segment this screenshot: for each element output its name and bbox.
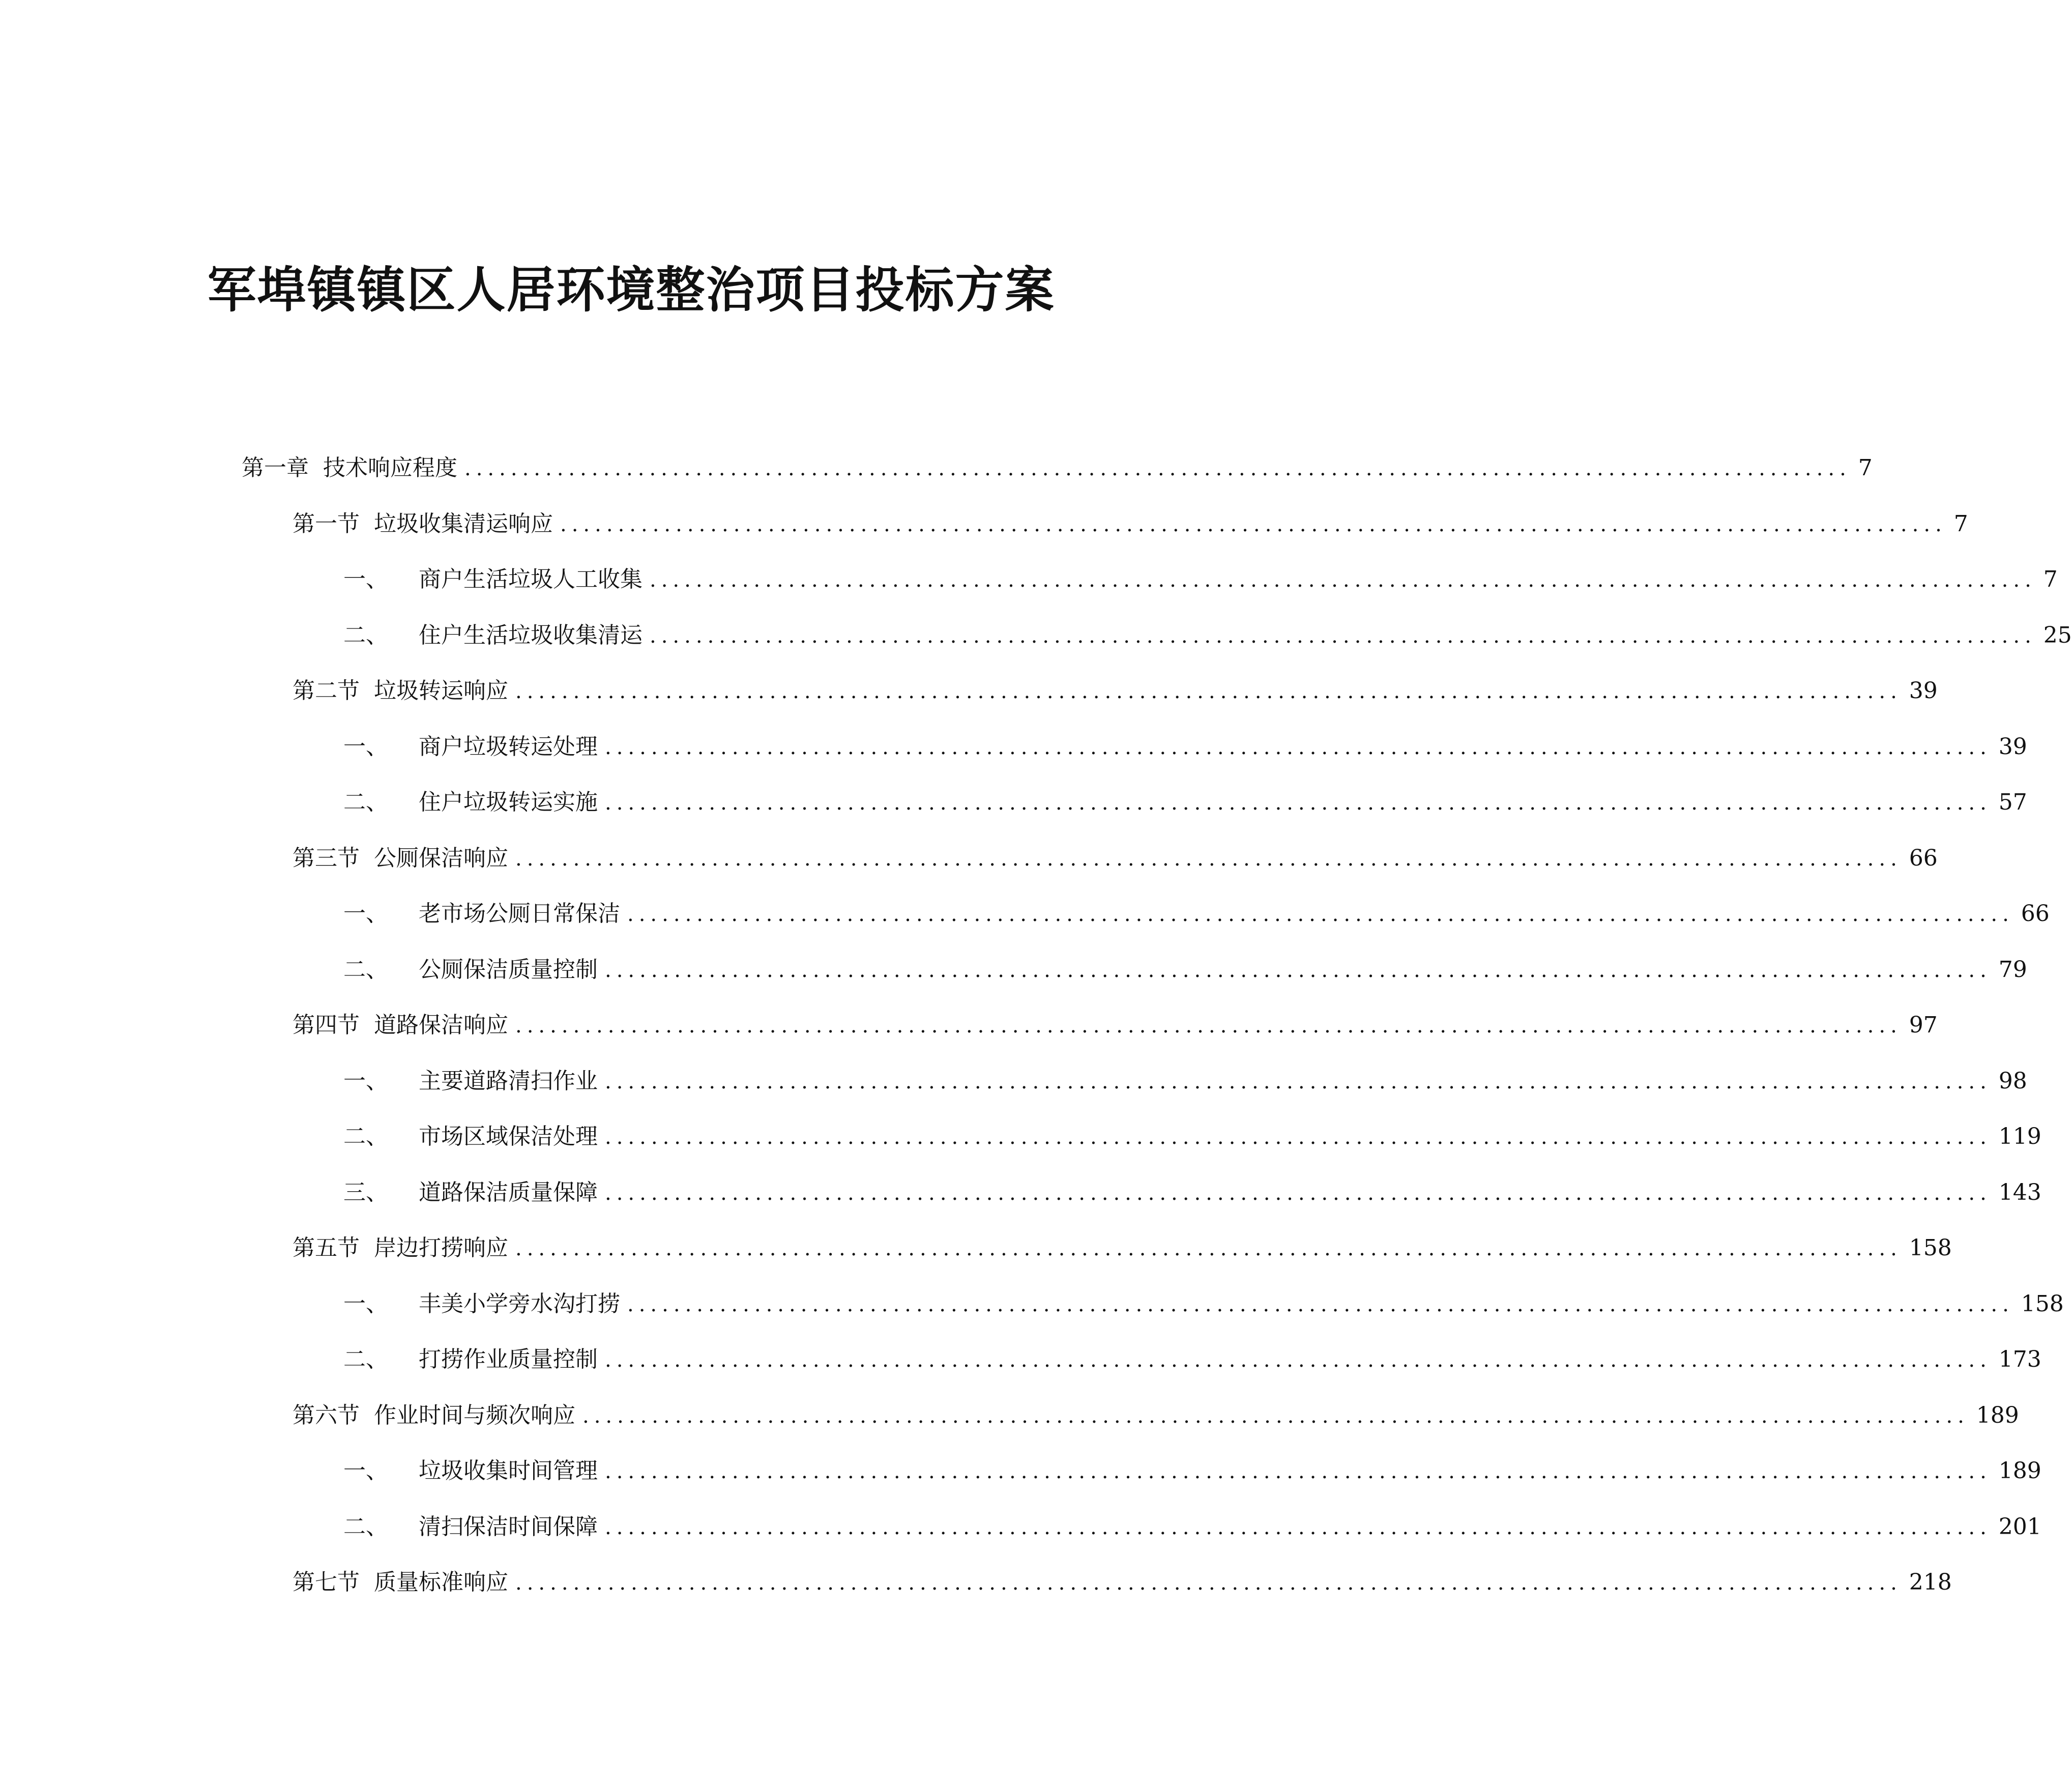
toc-entry-title: 公厕保洁响应 — [374, 845, 508, 871]
toc-entry-label — [343, 1339, 598, 1380]
toc-entry-page: 7 — [2043, 566, 2058, 592]
toc-dot-leader: ........................................................................................................................ — [605, 1181, 1992, 1205]
toc-entry-label — [293, 1005, 508, 1046]
toc-entry[interactable] — [343, 1451, 2041, 1491]
toc-entry-number: 第二节 — [293, 678, 360, 704]
toc-dot-leader: ........................................................................................................................ — [560, 512, 1947, 536]
toc-entry-number: 二、 — [343, 622, 388, 648]
toc-dot-leader: ........................................................................................................................ — [650, 624, 2036, 648]
toc-entry-title: 老市场公厕日常保洁 — [419, 901, 620, 927]
toc-dot-leader: ........................................................................................................................ — [627, 1292, 2014, 1316]
toc-dot-leader: ........................................................................................................................ — [515, 1237, 1902, 1260]
toc-entry[interactable] — [293, 1228, 1952, 1269]
toc-entry-page: 25 — [2043, 622, 2072, 648]
toc-entry-number: 第六节 — [293, 1402, 360, 1428]
toc-entry-number: 二、 — [343, 1513, 388, 1540]
toc-entry-page: 79 — [1998, 956, 2027, 983]
toc-entry[interactable] — [343, 1172, 2041, 1213]
toc-dot-leader: ........................................................................................................................ — [515, 1014, 1902, 1038]
toc-entry-title: 住户垃圾转运实施 — [419, 789, 598, 815]
toc-entry-number: 一、 — [343, 1290, 388, 1317]
toc-entry-title: 丰美小学旁水沟打捞 — [419, 1290, 620, 1317]
toc-entry-label — [343, 949, 598, 990]
toc-entry-number: 第一章 — [242, 455, 309, 481]
toc-dot-leader: ........................................................................................................................ — [605, 791, 1992, 815]
toc-entry-number: 第五节 — [293, 1235, 360, 1261]
toc-entry[interactable] — [343, 727, 2027, 767]
toc-entry-title: 作业时间与频次响应 — [374, 1402, 575, 1428]
toc-entry-title: 市场区域保洁处理 — [419, 1124, 598, 1149]
toc-entry-title: 质量标准响应 — [374, 1569, 508, 1595]
toc-entry-title: 技术响应程度 — [323, 455, 457, 481]
toc-entry-title: 垃圾转运响应 — [374, 678, 508, 704]
toc-entry-number: 一、 — [343, 1068, 388, 1094]
toc-entry[interactable] — [242, 448, 1873, 488]
toc-entry-page: 97 — [1909, 1012, 1938, 1038]
toc-entry[interactable] — [343, 1507, 2041, 1547]
toc-entry-label — [293, 1228, 508, 1269]
toc-entry[interactable] — [343, 1284, 2064, 1325]
toc-entry-page: 39 — [1909, 678, 1938, 704]
toc-entry-label — [293, 1562, 508, 1603]
toc-entry[interactable] — [293, 1395, 2019, 1436]
toc-entry[interactable] — [343, 559, 2058, 600]
toc-entry-page: 66 — [1909, 845, 1938, 871]
toc-entry-label — [343, 727, 598, 767]
toc-entry-label — [343, 782, 598, 823]
toc-dot-leader: ........................................................................................................................ — [605, 958, 1992, 982]
toc-dot-leader: ........................................................................................................................ — [627, 903, 2014, 926]
toc-entry-page: 173 — [1998, 1346, 2041, 1372]
toc-entry-number: 第七节 — [293, 1569, 360, 1595]
toc-entry-label — [343, 1061, 598, 1102]
toc-dot-leader: ........................................................................................................................ — [515, 847, 1902, 871]
toc-entry-label — [343, 1284, 620, 1325]
toc-entry-title: 商户垃圾转运处理 — [419, 733, 598, 760]
toc-entry-page: 7 — [1953, 510, 1968, 537]
toc-entry[interactable] — [343, 1116, 2041, 1157]
toc-entry-label — [343, 1116, 598, 1157]
toc-entry-label — [293, 838, 508, 879]
toc-entry-page: 218 — [1909, 1569, 1952, 1595]
toc-dot-leader: ........................................................................................................................ — [605, 735, 1992, 759]
toc-entry-title: 道路保洁响应 — [374, 1012, 508, 1038]
toc-entry-title: 打捞作业质量控制 — [419, 1346, 598, 1372]
toc-entry[interactable] — [293, 1005, 1938, 1046]
document-title: 军埠镇镇区人居环境整治项目投标方案 — [207, 262, 1055, 319]
toc-dot-leader: ........................................................................................................................ — [605, 1460, 1992, 1483]
toc-entry-page: 158 — [1909, 1235, 1952, 1261]
toc-entry[interactable] — [343, 782, 2027, 823]
toc-entry-page: 39 — [1998, 733, 2027, 760]
toc-dot-leader: ........................................................................................................................ — [605, 1515, 1992, 1539]
toc-entry-number: 一、 — [343, 733, 388, 760]
toc-entry-number: 一、 — [343, 566, 388, 592]
toc-entry-title: 清扫保洁时间保障 — [419, 1513, 598, 1540]
toc-entry-page: 7 — [1858, 455, 1873, 481]
toc-dot-leader: ........................................................................................................................ — [605, 1070, 1992, 1093]
toc-entry-page: 119 — [1998, 1124, 2041, 1149]
toc-entry[interactable] — [343, 949, 2027, 990]
toc-dot-leader: ........................................................................................................................ — [605, 1126, 1992, 1149]
toc-entry-number: 二、 — [343, 789, 388, 815]
toc-entry-label — [343, 559, 643, 600]
toc-entry[interactable] — [293, 1562, 1952, 1603]
toc-entry-label — [242, 448, 457, 488]
toc-entry-label — [293, 671, 508, 711]
toc-entry[interactable] — [293, 504, 1968, 544]
toc-entry-title: 岸边打捞响应 — [374, 1235, 508, 1261]
toc-dot-leader: ........................................................................................................................ — [605, 1348, 1992, 1372]
toc-entry-title: 垃圾收集清运响应 — [374, 510, 553, 537]
toc-entry-label — [343, 615, 643, 656]
toc-entry-number: 三、 — [343, 1179, 388, 1205]
toc-entry-page: 143 — [1998, 1179, 2041, 1205]
toc-dot-leader: ........................................................................................................................ — [650, 568, 2036, 592]
toc-entry-title: 主要道路清扫作业 — [419, 1068, 598, 1094]
toc-entry-label — [343, 1172, 598, 1213]
toc-entry[interactable] — [343, 1061, 2027, 1102]
toc-entry-label — [343, 894, 620, 934]
toc-entry-number: 第一节 — [293, 510, 360, 537]
toc-entry[interactable] — [293, 671, 1938, 711]
toc-entry-page: 66 — [2021, 901, 2050, 927]
toc-entry-number: 二、 — [343, 1124, 388, 1149]
toc-entry-label — [293, 1395, 575, 1436]
toc-entry-page: 158 — [2021, 1290, 2064, 1317]
toc-entry-page: 201 — [1998, 1513, 2041, 1540]
toc-dot-leader: ........................................................................................................................ — [582, 1404, 1969, 1428]
toc-entry-number: 二、 — [343, 956, 388, 983]
toc-entry[interactable] — [343, 894, 2050, 934]
toc-entry-number: 第三节 — [293, 845, 360, 871]
toc-entry-label — [343, 1451, 598, 1491]
toc-entry-page: 57 — [1998, 789, 2027, 815]
toc-entry-number: 第四节 — [293, 1012, 360, 1038]
toc-entry-page: 189 — [1976, 1402, 2019, 1428]
toc-entry-title: 道路保洁质量保障 — [419, 1179, 598, 1205]
toc-dot-leader: ........................................................................................................................ — [515, 1571, 1902, 1595]
toc-entry-number: 二、 — [343, 1346, 388, 1372]
toc-entry-page: 98 — [1998, 1068, 2027, 1094]
toc-dot-leader: ........................................................................................................................ — [515, 680, 1902, 703]
toc-entry[interactable] — [343, 1339, 2041, 1380]
toc-entry-title: 公厕保洁质量控制 — [419, 956, 598, 983]
toc-entry-number: 一、 — [343, 901, 388, 927]
toc-entry-title: 商户生活垃圾人工收集 — [419, 566, 643, 592]
toc-entry-title: 垃圾收集时间管理 — [419, 1458, 598, 1484]
toc-entry-label — [343, 1507, 598, 1547]
toc-entry-title: 住户生活垃圾收集清运 — [419, 622, 643, 648]
toc-entry[interactable] — [343, 615, 2072, 656]
toc-entry[interactable] — [293, 838, 1938, 879]
toc-entry-page: 189 — [1998, 1458, 2041, 1484]
toc-entry-number: 一、 — [343, 1458, 388, 1484]
toc-entry-label — [293, 504, 553, 544]
toc-dot-leader: ........................................................................................................................ — [464, 457, 1851, 480]
